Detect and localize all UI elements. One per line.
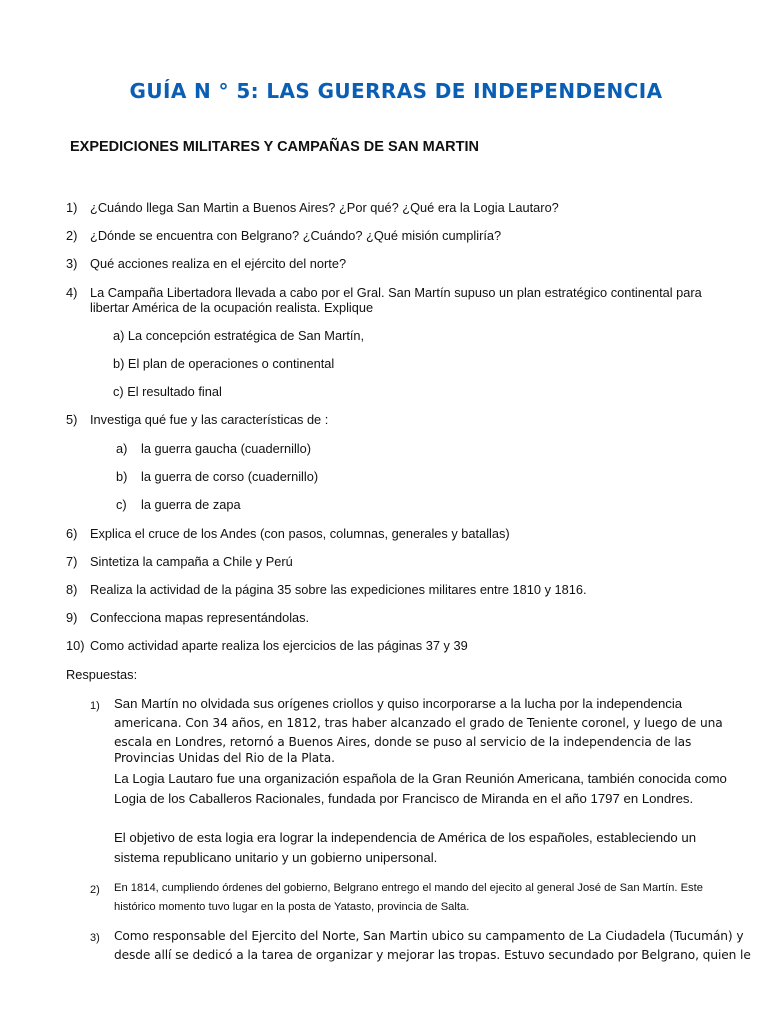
- answer-line: El objetivo de esta logia era lograr la independencia de América de los españoles, estableciendo un: [114, 830, 697, 845]
- answer-line: desde allí se dedicó a la tarea de organizar y mejorar las tropas. Estuvo secundado por Belgrano, quien le: [114, 948, 751, 962]
- answers-heading: Respuestas:: [66, 667, 138, 682]
- question-text: Confecciona mapas representándolas.: [90, 610, 310, 625]
- question-text: Qué acciones realiza en el ejército del norte?: [90, 256, 347, 271]
- question-number: 8): [66, 582, 78, 597]
- q4-subitem: [113, 328, 364, 344]
- q4-subitem: [113, 384, 222, 400]
- answer-line: Provincias Unidas del Rio de la Plata.: [114, 751, 335, 765]
- answer-line: Como responsable del Ejercito del Norte, San Martin ubico su campamento de La Ciudadela (Tucumán) y: [114, 929, 744, 943]
- answer-number: 3): [90, 932, 100, 944]
- section-subtitle: EXPEDICIONES MILITARES Y CAMPAÑAS DE SAN MARTIN: [70, 139, 479, 155]
- q5-subitem-letter: c): [116, 497, 127, 512]
- answer-number: 2): [90, 884, 100, 896]
- question-text: Sintetiza la campaña a Chile y Perú: [90, 554, 293, 569]
- question-number: 9): [66, 610, 78, 625]
- q5-subitem-letter: a): [116, 441, 128, 456]
- answer-line: americana. Con 34 años, en 1812, tras haber alcanzado el grado de Teniente coronel, y luego de una: [114, 716, 723, 730]
- answer-line: sistema republicano unitario y un gobierno unipersonal.: [114, 850, 438, 865]
- question-text: ¿Cuándo llega San Martin a Buenos Aires? ¿Por qué? ¿Qué era la Logia Lautaro?: [90, 200, 559, 215]
- question-number: 1): [66, 200, 78, 215]
- answer-line: Logia de los Caballeros Racionales, fundada por Francisco de Miranda en el año 1797 en Londres.: [114, 791, 694, 806]
- q5-subitem-text: la guerra gaucha (cuadernillo): [141, 441, 312, 456]
- answer-line: escala en Londres, retornó a Buenos Aires, donde se puso al servicio de la independencia de las: [114, 735, 692, 749]
- q5-subitem-text: la guerra de zapa: [141, 497, 241, 512]
- question-number: 4): [66, 285, 78, 300]
- question-number: 6): [66, 526, 78, 541]
- answer-line: histórico momento tuvo lugar en la posta de Yatasto, provincia de Salta.: [114, 901, 470, 913]
- page-title: GUÍA N ° 5: LAS GUERRAS DE INDEPENDENCIA: [129, 79, 663, 103]
- question-number: 7): [66, 554, 78, 569]
- question-number: 2): [66, 228, 78, 243]
- question-text: Como actividad aparte realiza los ejercicios de las páginas 37 y 39: [90, 638, 468, 653]
- question-number: 5): [66, 412, 78, 427]
- question-text: Realiza la actividad de la página 35 sobre las expediciones militares entre 1810 y 1816.: [90, 582, 587, 597]
- question-text: Investiga qué fue y las características de :: [90, 412, 329, 427]
- question-text: Explica el cruce de los Andes (con pasos, columnas, generales y batallas): [90, 526, 510, 541]
- q4-subitem: [113, 356, 334, 372]
- answer-line: San Martín no olvidada sus orígenes criollos y quiso incorporarse a la lucha por la independencia: [114, 696, 683, 711]
- q4-subitem-text: a) La concepción estratégica de San Martín,: [113, 328, 365, 343]
- question-number: 10): [66, 638, 85, 653]
- answer-number: 1): [90, 700, 100, 712]
- question-number: 3): [66, 256, 78, 271]
- q4-subitem-text: c) El resultado final: [113, 384, 222, 399]
- question-text: ¿Dónde se encuentra con Belgrano? ¿Cuándo? ¿Qué misión cumpliría?: [90, 228, 502, 243]
- question-text: La Campaña Libertadora llevada a cabo por el Gral. San Martín supuso un plan estratégico continental para: [90, 285, 702, 300]
- answer-line: La Logia Lautaro fue una organización española de la Gran Reunión Americana, también conocida como: [114, 771, 727, 786]
- q5-subitem-text: la guerra de corso (cuadernillo): [141, 469, 319, 484]
- answer-line: En 1814, cumpliendo órdenes del gobierno, Belgrano entrego el mando del ejecito al general José de San Martín. Este: [114, 882, 703, 894]
- question-text: libertar América de la ocupación realista. Explique: [90, 300, 374, 315]
- q5-subitem-letter: b): [116, 469, 128, 484]
- q4-subitem-text: b) El plan de operaciones o continental: [113, 356, 335, 371]
